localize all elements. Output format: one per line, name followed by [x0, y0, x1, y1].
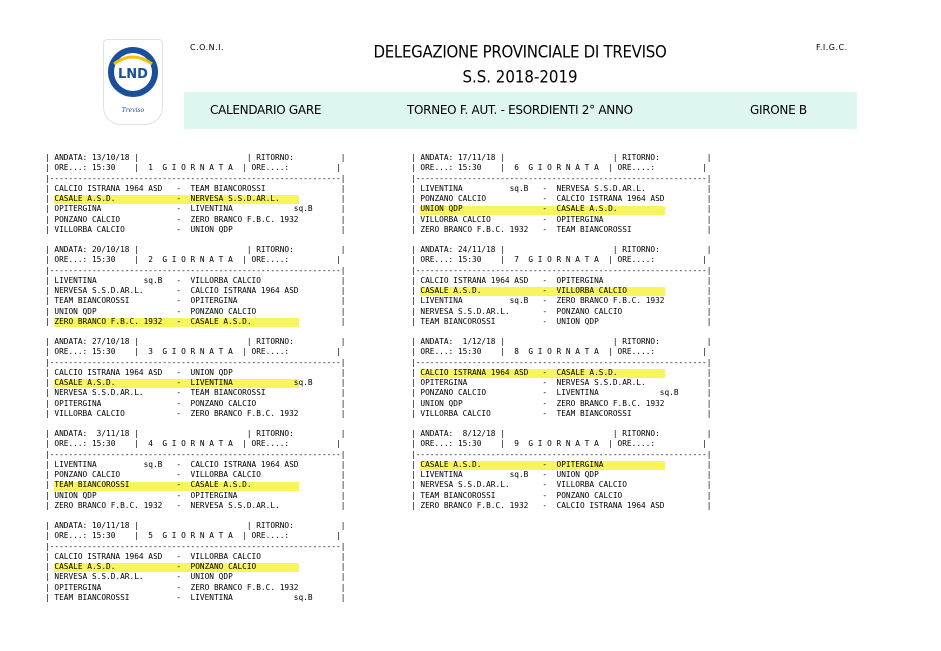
fixture-line: | OPITERGINA - PONZANO CALCIO |: [45, 398, 346, 408]
fixture-line: | CALCIO ISTRANA 1964 ASD - TEAM BIANCOROSSI |: [45, 183, 346, 193]
round-header-line: | ORE...: 15:30 | 7 G I O R N A T A | ORE....: |: [411, 255, 707, 265]
round-7-fixtures: [411, 245, 757, 327]
round-header-line: | ANDATA: 1/12/18 | | RITORNO: |: [411, 337, 712, 346]
fixture-line: | LIVENTINA sq.B - CALCIO ISTRANA 1964 ASD |: [45, 459, 346, 469]
separator-line: |--------------------------------------------------------------|: [45, 173, 346, 183]
round-header-line: | ANDATA: 20/10/18 | | RITORNO: |: [45, 245, 346, 254]
fixture-line: | CALCIO ISTRANA 1964 ASD - OPITERGINA |: [411, 275, 712, 285]
fixture-line: | OPITERGINA - LIVENTINA sq.B |: [45, 204, 346, 214]
round-header-line: | ORE...: 15:30 | 6 G I O R N A T A | ORE....: |: [411, 163, 707, 173]
round-1: [45, 153, 391, 241]
round-header-line: | ORE...: 15:30 | 3 G I O R N A T A | ORE....: |: [45, 347, 341, 357]
fixture-line: | LIVENTINA sq.B - UNION QDP |: [411, 470, 712, 480]
fixture-line: | LIVENTINA sq.B - NERVESA S.S.D.AR.L. |: [411, 183, 712, 193]
round-header-line: | ORE...: 15:30 | 9 G I O R N A T A | ORE....: |: [411, 439, 707, 449]
logo-text: LND: [118, 67, 148, 82]
round-7: [411, 245, 757, 333]
fixture-line: | CALCIO ISTRANA 1964 ASD - VILLORBA CALCIO |: [45, 551, 346, 561]
round-5: [45, 521, 391, 609]
fixture-line: | NERVESA S.S.D.AR.L. - TEAM BIANCOROSSI |: [45, 388, 346, 398]
fixture-line: | UNION QDP - PONZANO CALCIO |: [45, 306, 346, 316]
fixture-line: | TEAM BIANCOROSSI - UNION QDP |: [411, 317, 712, 327]
fixture-line: | CASALE A.S.D. - VILLORBA CALCIO |: [411, 286, 712, 296]
separator-line: |--------------------------------------------------------------|: [45, 265, 346, 275]
round-4: [45, 429, 391, 517]
fixture-line: | NERVESA S.S.D.AR.L. - PONZANO CALCIO |: [411, 306, 712, 316]
fixture-line: | NERVESA S.S.D.AR.L. - VILLORBA CALCIO |: [411, 480, 712, 490]
round-3-fixtures: [45, 337, 391, 419]
round-header-line: | ORE...: 15:30 | 4 G I O R N A T A | ORE....: |: [45, 439, 341, 449]
fixture-line: | LIVENTINA sq.B - VILLORBA CALCIO |: [45, 275, 346, 285]
separator-line: |--------------------------------------------------------------|: [411, 173, 712, 183]
fixture-line: | VILLORBA CALCIO - OPITERGINA |: [411, 214, 712, 224]
fixture-line: | CASALE A.S.D. - OPITERGINA |: [411, 459, 712, 469]
separator-line: |--------------------------------------------------------------|: [411, 357, 712, 367]
round-header-line: | ANDATA: 17/11/18 | | RITORNO: |: [411, 153, 712, 162]
round-header-line: | ORE...: 15:30 | 8 G I O R N A T A | ORE....: |: [411, 347, 707, 357]
fixture-line: | VILLORBA CALCIO - ZERO BRANCO F.B.C. 1932 |: [45, 409, 346, 419]
fixture-line: | PONZANO CALCIO - LIVENTINA sq.B |: [411, 388, 712, 398]
info-bar: [184, 92, 857, 129]
fixture-line: | TEAM BIANCOROSSI - PONZANO CALCIO |: [411, 490, 712, 500]
round-2: [45, 245, 391, 333]
round-4-fixtures: [45, 429, 391, 511]
tournament-label: TORNEO F. AUT. - ESORDIENTI 2° ANNO: [407, 103, 633, 117]
round-header-line: | ANDATA: 10/11/18 | | RITORNO: |: [45, 521, 346, 530]
fixture-line: | ZERO BRANCO F.B.C. 1932 - CALCIO ISTRANA 1964 ASD |: [411, 501, 712, 511]
fixture-line: | VILLORBA CALCIO - TEAM BIANCOROSSI |: [411, 409, 712, 419]
fixture-line: | UNION QDP - OPITERGINA |: [45, 490, 346, 500]
round-5-fixtures: [45, 521, 391, 603]
round-header-line: | ORE...: 15:30 | 2 G I O R N A T A | ORE....: |: [45, 255, 341, 265]
coni-label: C.O.N.I.: [190, 43, 225, 52]
separator-line: |--------------------------------------------------------------|: [45, 357, 346, 367]
fixture-line: | NERVESA S.S.D.AR.L. - CALCIO ISTRANA 1964 ASD |: [45, 286, 346, 296]
round-header-line: | ORE...: 15:30 | 1 G I O R N A T A | ORE....: |: [45, 163, 341, 173]
figc-label: F.I.G.C.: [816, 43, 848, 52]
fixture-line: | UNION QDP - ZERO BRANCO F.B.C. 1932 |: [411, 398, 712, 408]
fixture-line: | OPITERGINA - ZERO BRANCO F.B.C. 1932 |: [45, 582, 346, 592]
fixture-line: | CALCIO ISTRANA 1964 ASD - CASALE A.S.D. |: [411, 367, 712, 377]
round-header-line: | ANDATA: 27/10/18 | | RITORNO: |: [45, 337, 346, 346]
fixture-line: | CASALE A.S.D. - NERVESA S.S.D.AR.L. |: [45, 194, 346, 204]
group-label: GIRONE B: [750, 103, 807, 117]
fixture-line: | CASALE A.S.D. - PONZANO CALCIO |: [45, 562, 346, 572]
lnd-logo: [103, 39, 163, 125]
fixture-line: | ZERO BRANCO F.B.C. 1932 - TEAM BIANCOROSSI |: [411, 225, 712, 235]
fixture-line: | CALCIO ISTRANA 1964 ASD - UNION QDP |: [45, 367, 346, 377]
separator-line: |--------------------------------------------------------------|: [411, 265, 712, 275]
round-6-fixtures: [411, 153, 757, 235]
page-title: DELEGAZIONE PROVINCIALE DI TREVISO: [373, 42, 667, 62]
round-1-fixtures: [45, 153, 391, 235]
calendar-label: CALENDARIO GARE: [210, 103, 322, 117]
round-9: [411, 429, 757, 517]
fixture-line: | TEAM BIANCOROSSI - CASALE A.S.D. |: [45, 480, 346, 490]
round-3: [45, 337, 391, 425]
separator-line: |--------------------------------------------------------------|: [411, 449, 712, 459]
round-2-fixtures: [45, 245, 391, 327]
separator-line: |--------------------------------------------------------------|: [45, 449, 346, 459]
fixture-line: | TEAM BIANCOROSSI - LIVENTINA sq.B |: [45, 593, 346, 603]
logo-place-label: Treviso: [121, 107, 145, 114]
round-header-line: | ANDATA: 24/11/18 | | RITORNO: |: [411, 245, 712, 254]
fixture-line: | OPITERGINA - NERVESA S.S.D.AR.L. |: [411, 378, 712, 388]
season-label: S.S. 2018-2019: [462, 67, 578, 87]
fixture-line: | PONZANO CALCIO - ZERO BRANCO F.B.C. 1932 |: [45, 214, 346, 224]
fixture-line: | ZERO BRANCO F.B.C. 1932 - NERVESA S.S.D.AR.L. |: [45, 501, 346, 511]
separator-line: |--------------------------------------------------------------|: [45, 541, 346, 551]
fixture-line: | ZERO BRANCO F.B.C. 1932 - CASALE A.S.D. |: [45, 317, 346, 327]
fixture-line: | TEAM BIANCOROSSI - OPITERGINA |: [45, 296, 346, 306]
fixture-line: | PONZANO CALCIO - VILLORBA CALCIO |: [45, 470, 346, 480]
round-6: [411, 153, 757, 241]
fixture-line: | VILLORBA CALCIO - UNION QDP |: [45, 225, 346, 235]
round-9-fixtures: [411, 429, 757, 511]
fixture-line: | LIVENTINA sq.B - ZERO BRANCO F.B.C. 1932 |: [411, 296, 712, 306]
fixture-line: | CASALE A.S.D. - LIVENTINA sq.B |: [45, 378, 346, 388]
fixture-line: | PONZANO CALCIO - CALCIO ISTRANA 1964 ASD |: [411, 194, 712, 204]
round-header-line: | ANDATA: 3/11/18 | | RITORNO: |: [45, 429, 346, 438]
round-header-line: | ANDATA: 13/10/18 | | RITORNO: |: [45, 153, 346, 162]
fixture-line: | UNION QDP - CASALE A.S.D. |: [411, 204, 712, 214]
fixture-line: | NERVESA S.S.D.AR.L. - UNION QDP |: [45, 572, 346, 582]
round-8-fixtures: [411, 337, 757, 419]
round-8: [411, 337, 757, 425]
round-header-line: | ORE...: 15:30 | 5 G I O R N A T A | ORE....: |: [45, 531, 341, 541]
round-header-line: | ANDATA: 8/12/18 | | RITORNO: |: [411, 429, 712, 438]
